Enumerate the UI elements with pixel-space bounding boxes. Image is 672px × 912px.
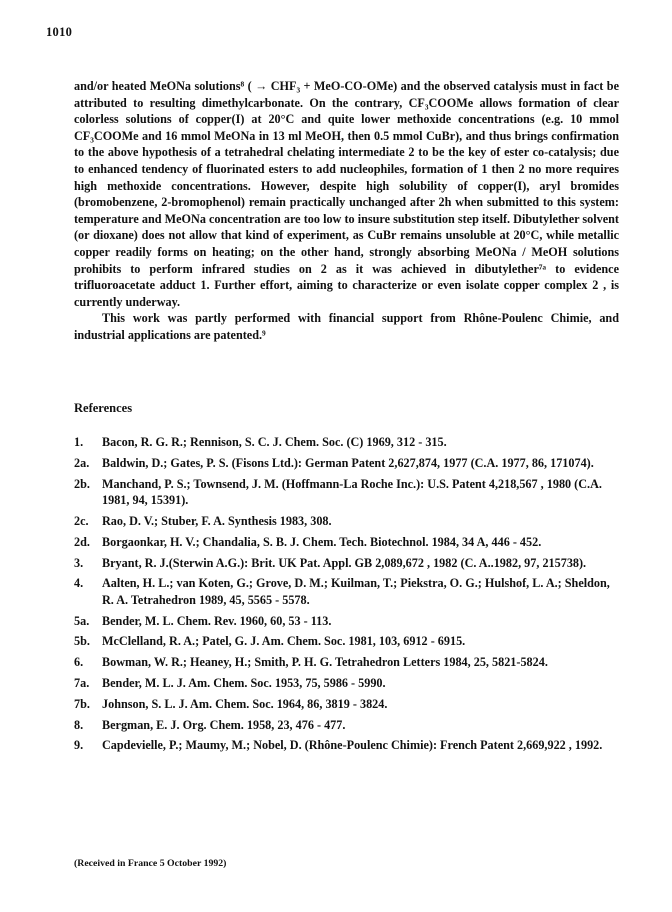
reference-text: Baldwin, D.; Gates, P. S. (Fisons Ltd.): German Patent 2,627,874, 1977 (C.A. 1977, 86, 171074). xyxy=(102,455,594,470)
reference-item xyxy=(74,434,624,451)
reference-item xyxy=(74,476,624,509)
reference-item xyxy=(74,455,624,472)
reference-number: 5a. xyxy=(74,613,90,628)
reference-number: 7b. xyxy=(74,696,90,711)
reference-number: 5b. xyxy=(74,634,90,649)
reference-number: 2c. xyxy=(74,513,89,528)
reference-item xyxy=(74,613,624,630)
received-note: (Received in France 5 October 1992) xyxy=(74,858,227,869)
reference-number: 4. xyxy=(74,576,84,591)
reference-text: Bender, M. L. Chem. Rev. 1960, 60, 53 - 113. xyxy=(102,613,332,628)
reference-number: 2b. xyxy=(74,476,90,491)
reference-text: Johnson, S. L. J. Am. Chem. Soc. 1964, 86, 3819 - 3824. xyxy=(102,696,388,711)
reference-text: Bender, M. L. J. Am. Chem. Soc. 1953, 75, 5986 - 5990. xyxy=(102,676,386,690)
reference-item xyxy=(74,654,624,671)
page-number: 1010 xyxy=(46,25,73,39)
reference-item xyxy=(74,534,624,551)
reference-text: Borgaonkar, H. V.; Chandalia, S. B. J. Chem. Tech. Biotechnol. 1984, 34 A, 446 - 452. xyxy=(102,534,542,549)
reference-number: 8. xyxy=(74,717,84,732)
reference-text: Manchand, P. S.; Townsend, J. M. (Hoffmann-La Roche Inc.): U.S. Patent 4,218,567 , 1980 (C.A. 1981, 94, 15391). xyxy=(102,476,602,508)
reference-item xyxy=(74,696,624,713)
references-list xyxy=(74,434,624,758)
reference-number: 3. xyxy=(74,555,84,570)
reference-text: Bacon, R. G. R.; Rennison, S. C. J. Chem. Soc. (C) 1969, 312 - 315. xyxy=(102,435,447,449)
reference-item xyxy=(74,513,624,530)
reference-text: Bowman, W. R.; Heaney, H.; Smith, P. H. G. Tetrahedron Letters 1984, 25, 5821-5824. xyxy=(102,655,548,670)
reference-number: 2d. xyxy=(74,534,90,549)
reference-item xyxy=(74,675,624,692)
reference-item xyxy=(74,555,624,572)
reference-number: 7a. xyxy=(74,676,90,690)
reference-number: 2a. xyxy=(74,455,90,470)
reference-text: Bergman, E. J. Org. Chem. 1958, 23, 476 - 477. xyxy=(102,717,346,732)
reference-number: 6. xyxy=(74,655,84,670)
reference-item xyxy=(74,717,624,734)
reference-text: Bryant, R. J.(Sterwin A.G.): Brit. UK Pat. Appl. GB 2,089,672 , 1982 (C. A..1982, 97, 215738). xyxy=(102,555,587,570)
reference-text: McClelland, R. A.; Patel, G. J. Am. Chem. Soc. 1981, 103, 6912 - 6915. xyxy=(102,634,466,649)
reference-text: Rao, D. V.; Stuber, F. A. Synthesis 1983, 308. xyxy=(102,513,332,528)
reference-item xyxy=(74,575,624,608)
references-heading: References xyxy=(74,401,133,415)
reference-text: Capdevielle, P.; Maumy, M.; Nobel, D. (Rhône-Poulenc Chimie): French Patent 2,669,922 , 1992. xyxy=(102,738,603,753)
reference-item xyxy=(74,633,624,650)
reference-number: 9. xyxy=(74,738,84,753)
acknowledgement-paragraph: This work was partly performed with financial support from Rhône-Poulenc Chimie, and industrial applications are patented.⁹ xyxy=(74,311,619,342)
reference-item xyxy=(74,737,624,754)
body-paragraph: and/or heated MeONa solutions⁸ ( → CHF₃ + MeO-CO-OMe) and the observed catalysis must in fact be attributed to resulting dimethylcarbonate. On the contrary, CF₃COOMe allows formation of clear colorless solutions of copper(I) at 20°C and quite lower methoxide concentrations (e.g. 10 mmol CF₃COOMe and 16 mmol MeONa in 13 ml MeOH, then 0.5 mmol CuBr), and thus brings confirmation to the above hypothesis of a tetrahedral chelating intermediate 2 to be the key of ester co-catalysis; due to enhanced tendency of fluorinated esters to add nucleophiles, formation of 1 then 2 no more requires high methoxide concentrations. However, despite high solubility of copper(I), aryl bromides (bromobenzene, 2-bromophenol) remain practically unchanged after 2h when submitted to this system: temperature and MeONa concentration are too low to insure substitution step itself. Dibutylether solvent (or dioxane) does not allow that kind of experiment, as CuBr remains unsoluble at 20°C, while metallic copper readily forms on heating; on the other hand, strongly absorbing MeONa / MeOH solutions prohibits to perform infrared studies on 2 as it was achieved in dibutylether⁷ᵃ to evidence trifluoroacetate adduct 1. Further effort, aiming to characterize or even isolate copper complex 2 , is currently underway. xyxy=(74,79,619,309)
body-text xyxy=(74,78,619,344)
reference-text: Aalten, H. L.; van Koten, G.; Grove, D. M.; Kuilman, T.; Piekstra, O. G.; Hulshof, L. A.; Sheldon, R. A. Tetrahedron 1989, 45, 5565 - 5578. xyxy=(102,576,610,607)
reference-number: 1. xyxy=(74,435,84,449)
